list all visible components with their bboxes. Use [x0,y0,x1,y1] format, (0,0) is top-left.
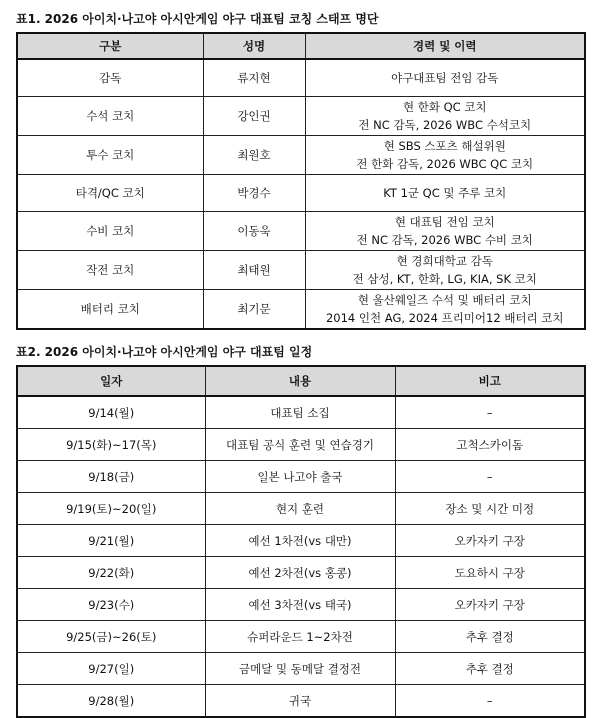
career-cell [305,59,585,97]
career-cell [305,251,585,290]
content-cell: 대표팀 소집 [205,396,395,429]
table-header-row [17,366,585,396]
date-cell: 9/15(화)~17(목) [17,429,205,461]
table-row [17,685,585,718]
content-cell: 금메달 및 동메달 결정전 [205,653,395,685]
note-cell: – [395,685,585,718]
career-line: 현 울산웨일즈 수석 및 배터리 코치 [357,293,532,307]
table-row [17,589,585,621]
date-cell: 9/23(수) [17,589,205,621]
role-cell: 수비 코치 [17,212,203,251]
note-cell: – [395,461,585,493]
date-cell: 9/21(월) [17,525,205,557]
content-cell: 예선 1차전(vs 대만) [205,525,395,557]
note-cell: 고척스카이돔 [395,429,585,461]
career-cell [305,212,585,251]
table-row [17,136,585,175]
content-cell: 현지 훈련 [205,493,395,525]
date-cell: 9/19(토)~20(일) [17,493,205,525]
note-cell: 장소 및 시간 미정 [395,493,585,525]
career-line: 전 NC 감독, 2026 WBC 수비 코치 [356,233,533,247]
date-cell: 9/25(금)~26(토) [17,621,205,653]
note-cell: 오카자키 구장 [395,525,585,557]
role-cell: 수석 코치 [17,97,203,136]
name-cell: 이동욱 [203,212,305,251]
name-cell: 류지현 [203,59,305,97]
career-line: KT 1군 QC 및 주루 코치 [383,186,507,200]
header-name: 성명 [203,33,305,59]
table-row [17,525,585,557]
table-row [17,212,585,251]
table1-caption: 표1. 2026 아이치·나고야 아시안게임 야구 대표팀 코칭 스태프 명단 [16,12,379,26]
name-cell: 박경수 [203,175,305,212]
header-date: 일자 [17,366,205,396]
table-row [17,396,585,429]
table-row [17,621,585,653]
table-row [17,59,585,97]
table-header-row [17,33,585,59]
career-line: 전 NC 감독, 2026 WBC 수석코치 [358,118,532,132]
career-cell [305,290,585,330]
role-cell: 작전 코치 [17,251,203,290]
note-cell: 도요하시 구장 [395,557,585,589]
role-cell: 타격/QC 코치 [17,175,203,212]
name-cell: 최원호 [203,136,305,175]
career-line: 현 대표팀 전임 코치 [394,215,495,229]
content-cell: 대표팀 공식 훈련 및 연습경기 [205,429,395,461]
schedule-table [16,365,586,718]
name-cell: 최기문 [203,290,305,330]
content-cell: 귀국 [205,685,395,718]
table-row [17,653,585,685]
content-cell: 일본 나고야 출국 [205,461,395,493]
career-cell [305,136,585,175]
content-cell: 슈퍼라운드 1~2차전 [205,621,395,653]
header-career: 경력 및 이력 [305,33,585,59]
table-row [17,493,585,525]
content-cell: 예선 3차전(vs 태국) [205,589,395,621]
table-row [17,175,585,212]
table-row [17,97,585,136]
header-content: 내용 [205,366,395,396]
table-row [17,251,585,290]
career-line: 야구대표팀 전임 감독 [391,71,499,85]
note-cell: 추후 결정 [395,653,585,685]
date-cell: 9/14(월) [17,396,205,429]
header-role: 구분 [17,33,203,59]
table-row [17,557,585,589]
date-cell: 9/18(금) [17,461,205,493]
role-cell: 감독 [17,59,203,97]
table-row [17,461,585,493]
header-note: 비고 [395,366,585,396]
note-cell: 추후 결정 [395,621,585,653]
table2-caption: 표2. 2026 아이치·나고야 아시안게임 야구 대표팀 일정 [16,345,313,359]
career-line: 2014 인천 AG, 2024 프리미어12 배터리 코치 [325,311,564,325]
role-cell: 배터리 코치 [17,290,203,330]
note-cell: 오카자키 구장 [395,589,585,621]
career-line: 현 SBS 스포츠 해설위원 [383,139,506,153]
career-line: 전 한화 감독, 2026 WBC QC 코치 [356,157,534,171]
name-cell: 강인권 [203,97,305,136]
table-row [17,290,585,330]
table-row [17,429,585,461]
date-cell: 9/27(일) [17,653,205,685]
name-cell: 최태원 [203,251,305,290]
date-cell: 9/22(화) [17,557,205,589]
note-cell: – [395,396,585,429]
career-cell [305,97,585,136]
date-cell: 9/28(월) [17,685,205,718]
coaching-staff-table [16,32,586,330]
career-line: 전 삼성, KT, 한화, LG, KIA, SK 코치 [352,272,537,286]
career-cell [305,175,585,212]
career-line: 현 경희대학교 감독 [396,254,493,268]
role-cell: 투수 코치 [17,136,203,175]
content-cell: 예선 2차전(vs 홍콩) [205,557,395,589]
career-line: 현 한화 QC 코치 [402,100,487,114]
